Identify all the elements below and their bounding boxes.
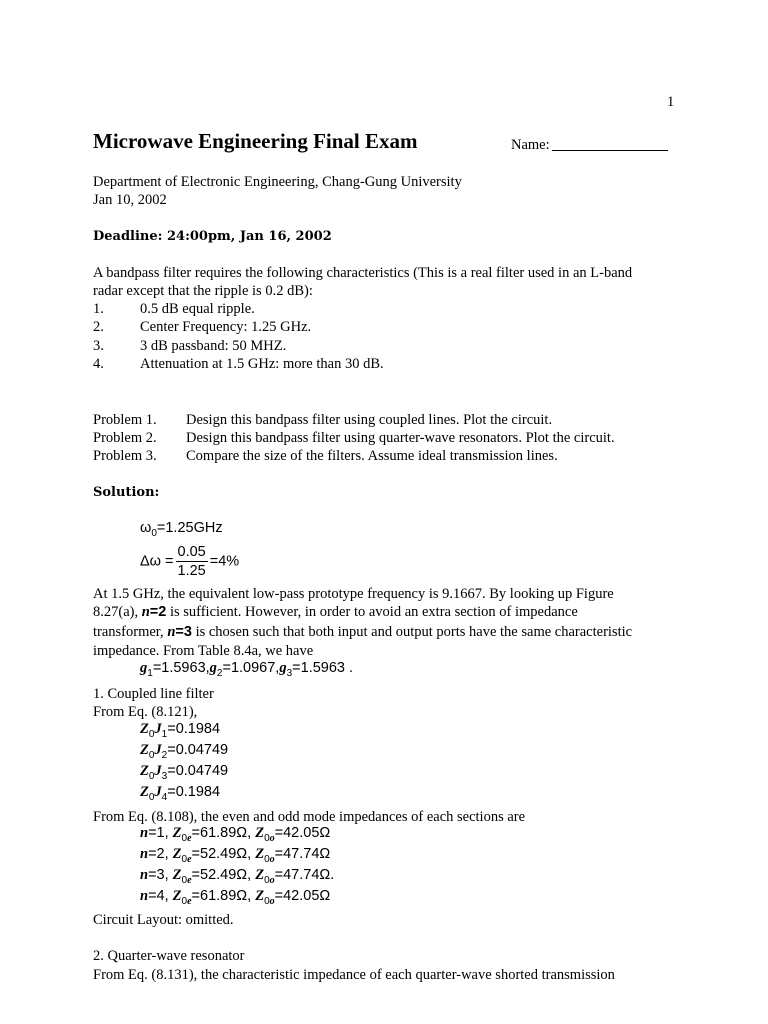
fraction: $\frac{0.05}{1.25}$ bbox=[177, 544, 206, 579]
list-item: Attenuation at 1.5 GHz: more than 30 dB. bbox=[140, 356, 384, 372]
list-item: 0.5 dB equal ripple. bbox=[140, 301, 255, 317]
problem-label: Problem 2. bbox=[93, 430, 157, 446]
solution-label: Solution: bbox=[93, 485, 160, 500]
equation-delta-omega: Δω = $\frac{0.05}{1.25}$ =4% bbox=[140, 544, 240, 579]
problem-label: Problem 1. bbox=[93, 412, 157, 428]
list-item: Center Frequency: 1.25 GHz. bbox=[140, 319, 312, 335]
department: Department of Electronic Engineering, Chang-Gung University bbox=[93, 174, 462, 190]
page-number: 1 bbox=[667, 94, 675, 110]
deadline: Deadline: 24:00pm, Jan 16, 2002 bbox=[93, 229, 332, 244]
list-item-num: 4. bbox=[93, 356, 104, 372]
section-heading: 1. Coupled line filter bbox=[93, 686, 214, 702]
list-item-num: 3. bbox=[93, 338, 104, 354]
paragraph-line: transformer, n=3 is chosen such that both input and output ports have the same characteristic bbox=[93, 624, 633, 640]
equation-zj: $Z_0J_4=0.1984$ bbox=[140, 784, 221, 803]
circuit-layout-note: Circuit Layout: omitted. bbox=[93, 912, 234, 928]
equation-omega0: $\omega_0=1.25GHz$ bbox=[140, 520, 223, 539]
equation-zj: $Z_0J_1=0.1984$ bbox=[140, 721, 221, 740]
page-title: Microwave Engineering Final Exam bbox=[93, 129, 418, 153]
equation-even-odd: n=2, $Z_{0e}=52.49\Omega$, $Z_{0o}=47.74\Omega$ bbox=[140, 846, 331, 865]
equation-zj: $Z_0J_2=0.04749$ bbox=[140, 742, 229, 761]
equation-reference: From Eq. (8.121), bbox=[93, 704, 198, 720]
problem-text: Design this bandpass filter using coupled lines. Plot the circuit. bbox=[186, 412, 553, 428]
list-item: 3 dB passband: 50 MHZ. bbox=[140, 338, 287, 354]
section-heading: 2. Quarter-wave resonator bbox=[93, 948, 245, 964]
paragraph-line: From Eq. (8.108), the even and odd mode impedances of each sections are bbox=[93, 809, 526, 825]
paragraph-line: impedance. From Table 8.4a, we have bbox=[93, 643, 314, 659]
equation-even-odd: n=1, $Z_{0e}=61.89\Omega$, $Z_{0o}=42.05\Omega$ bbox=[140, 825, 331, 844]
problem-text: Compare the size of the filters. Assume ideal transmission lines. bbox=[186, 448, 558, 464]
equation-zj: $Z_0J_3=0.04749$ bbox=[140, 763, 229, 782]
equation-even-odd: n=3, $Z_{0e}=52.49\Omega$, $Z_{0o}=47.74\Omega$. bbox=[140, 867, 335, 886]
equation-g-values: $g_1=1.5963,g_2=1.0967,g_3=1.5963$ . bbox=[140, 660, 354, 679]
paragraph-line: From Eq. (8.131), the characteristic impedance of each quarter-wave shorted transmission bbox=[93, 967, 615, 983]
problem-label: Problem 3. bbox=[93, 448, 157, 464]
paragraph-line: At 1.5 GHz, the equivalent low-pass prototype frequency is 9.1667. By looking up Figure bbox=[93, 586, 614, 602]
intro-line-1: A bandpass filter requires the following characteristics (This is a real filter used in an L-band bbox=[93, 265, 633, 281]
equation-even-odd: n=4, $Z_{0e}=61.89\Omega$, $Z_{0o}=42.05\Omega$ bbox=[140, 888, 331, 907]
name-label: Name: bbox=[511, 137, 550, 153]
name-field[interactable] bbox=[511, 136, 668, 154]
list-item-num: 2. bbox=[93, 319, 104, 335]
list-item-num: 1. bbox=[93, 301, 104, 317]
date: Jan 10, 2002 bbox=[93, 192, 167, 208]
name-blank-line[interactable] bbox=[552, 136, 668, 151]
intro-line-2: radar except that the ripple is 0.2 dB): bbox=[93, 283, 313, 299]
problem-text: Design this bandpass filter using quarter-wave resonators. Plot the circuit. bbox=[186, 430, 615, 446]
paragraph-line: 8.27(a), n=2 is sufficient. However, in order to avoid an extra section of impedance bbox=[93, 604, 578, 620]
